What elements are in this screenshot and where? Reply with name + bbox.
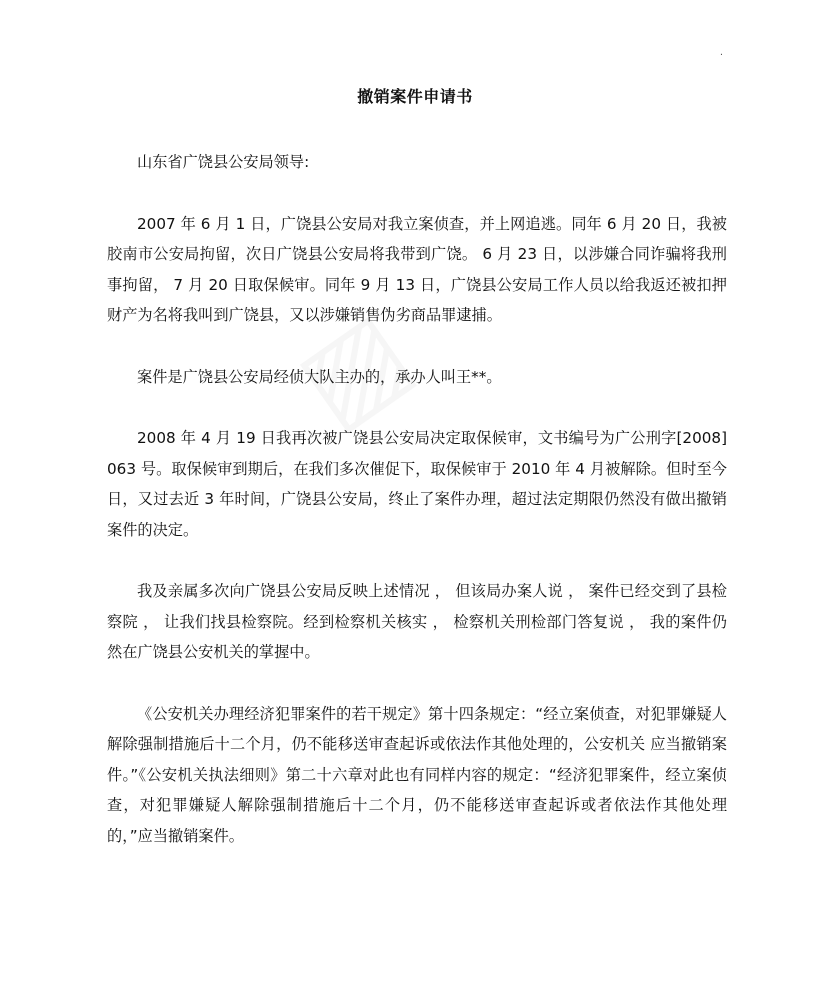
bail-paragraph: 2008 年 4 月 19 日我再次被广饶县公安局决定取保候审，文书编号为广公刑字[2008]063 号。取保候审到期后，在我们多次催促下，取保候审于 2010 年 4 月被解除。但时至今日，又过去近 3 年时间，广饶县公安局，终止了案件办理，超过法定期限仍然没有做出撤销案件的决定。: [107, 429, 727, 539]
salutation-paragraph: 山东省广饶县公安局领导:: [137, 153, 310, 171]
legal-basis-paragraph: 《公安机关办理经济犯罪案件的若干规定》第十四条规定：“经立案侦查，对犯罪嫌疑人解除强制措施后十二个月，仍不能移送审查起诉或依法作其他处理的，公安机关 应当撤销案件。”《公安机关执法细则》第二十六章对此也有同样内容的规定：“经济犯罪案件，经立案侦查，对犯罪嫌疑人解除强制措施后十二个月，仍不能移送审查起诉或者依法作其他处理的，”应当撤销案件。: [107, 704, 727, 845]
facts-paragraph: 2007 年 6 月 1 日，广饶县公安局对我立案侦查，并上网追逃。同年 6 月 20 日，我被胶南市公安局拘留，次日广饶县公安局将我带到广饶。 6 月 23 日，以涉嫌合同诈骗将我刑事拘留， 7 月 20 日取保候审。同年 9 月 13 日，广饶县公安局工作人员以给我返还被扣押财产为名将我叫到广饶县，又以涉嫌销售伪劣商品罪逮捕。: [107, 214, 727, 324]
case-handler-paragraph: 案件是广饶县公安局经侦大队主办的，承办人叫王**。: [137, 367, 502, 386]
corner-mark: ·: [719, 50, 723, 61]
complaint-paragraph: 我及亲属多次向广饶县公安局反映上述情况 ， 但该局办案人说 ， 案件已经交到了县检察院 ， 让我们找县检察院。经到检察机关核实 ， 检察机关刑检部门答复说 ， 我的案件仍然在广饶县公安机关的掌握中。: [107, 582, 727, 661]
document-body: [107, 147, 727, 882]
document-title: 撤销案件申请书: [357, 87, 473, 106]
